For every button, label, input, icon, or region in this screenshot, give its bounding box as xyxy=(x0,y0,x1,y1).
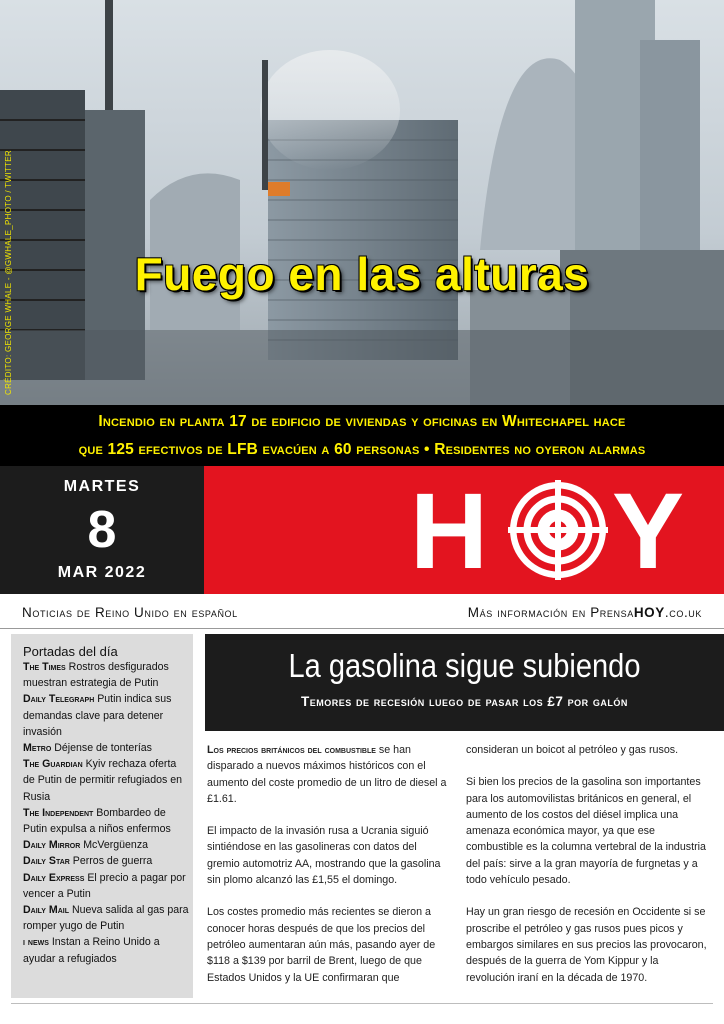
story-lead-rest: se han disparado a nuevos máximos históricos con el aumento del coste promedio de un litro de diesel a £1.61. xyxy=(207,744,447,805)
sidebar-title: Portadas del día xyxy=(23,644,118,659)
month-year: MAR 2022 xyxy=(57,564,147,581)
front-page-text: McVergüenza xyxy=(80,839,149,852)
story-paragraph: El impacto de la invasión rusa a Ucrania siguió sintiéndose en las gasolineras con datos del gremio automotriz AA, mostrando que la gasolina sin plomo alcanzó las £1,55 el domingo. xyxy=(207,825,441,887)
story-paragraph xyxy=(207,742,450,807)
front-page-text: Rostros desfigurados muestran estrategia de Putin xyxy=(23,661,169,690)
tagline-left: Noticias de Reino Unido en español xyxy=(22,605,238,620)
subhead-line-2: que 125 efectivos de LFB evacúen a 60 personas • Residentes no oyeron alarmas xyxy=(78,441,646,458)
front-page-item xyxy=(11,756,193,805)
story-paragraph: Si bien los precios de la gasolina son importantes para los automovilistas británicos en general, el aumento de los costos del diésel implica una amenaza económica mayor, ya que ese combustible es la columna vertebral de la industria del país: sirve a la gran mayoría de furgnetas y a todo vehículo pesado. xyxy=(466,776,706,887)
story-paragraph: consideran un boicot al petróleo y gas rusos. xyxy=(466,744,679,756)
front-page-item xyxy=(11,740,193,756)
story-paragraph: Los costes promedio más recientes se dieron a conocer horas después de que los precios del petróleo aumentaran aún más, pasando ayer de $118 a $139 por barril de Brent, luego de que Estados Unidos y la UE confirmaran que xyxy=(207,906,436,984)
paper-name: The Times xyxy=(23,661,66,673)
paper-name: Daily Express xyxy=(23,871,85,884)
logo-letter-y: Y xyxy=(612,470,685,591)
subhead-line-1: Incendio en planta 17 de edificio de viviendas y oficinas en Whitechapel hace xyxy=(98,413,626,430)
front-page-text: Bombardeo de Putin expulsa a niños enfermos xyxy=(23,806,171,836)
hero-photo xyxy=(0,0,724,466)
front-page-item xyxy=(11,659,193,691)
tagline-right-suffix: .co.uk xyxy=(664,605,702,620)
paper-name: Daily Star xyxy=(23,855,70,868)
skyline-illustration xyxy=(0,0,724,466)
tagline-right-prefix: Más información en Prensa xyxy=(467,605,634,620)
issue-date xyxy=(0,466,204,594)
headline-subhead xyxy=(0,405,724,466)
story-column-2 xyxy=(466,742,709,1002)
front-page-text: Nueva salida al gas para romper yugo de Putin xyxy=(23,904,189,933)
tagline-bar xyxy=(0,598,724,629)
day-number: 8 xyxy=(87,501,117,559)
target-icon xyxy=(508,480,608,580)
front-page-item xyxy=(11,870,193,902)
paper-name: i news xyxy=(23,936,49,949)
story-title: La gasolina sigue subiendo xyxy=(288,647,641,684)
front-page-text: Déjense de tonterías xyxy=(51,742,152,755)
logo-letter-h: H xyxy=(410,470,488,591)
front-page-item xyxy=(11,837,193,853)
front-page-item xyxy=(11,805,193,837)
hoy-logo xyxy=(204,466,724,594)
main-headline: Fuego en las alturas xyxy=(134,248,590,300)
footer-divider xyxy=(11,1003,713,1004)
front-page-text: Kyiv rechaza oferta de Putin de permitir refugiados en Rusia xyxy=(23,758,182,803)
story-column-1 xyxy=(207,742,450,1002)
photo-credit: CRÉDITO: GEORGE WHALE - @GWHALE_PHOTO / TWITTER xyxy=(4,150,13,395)
front-page-text: El precio a pagar por vencer a Putin xyxy=(23,871,186,900)
front-page-item xyxy=(11,902,193,934)
front-page-item xyxy=(11,934,193,966)
story-header xyxy=(205,634,724,731)
paper-name: The Guardian xyxy=(23,758,83,771)
front-page-item xyxy=(11,853,193,869)
tagline-brand: HOY xyxy=(633,605,665,620)
front-page-text: Putin indica sus demandas clave para detener invasión xyxy=(23,693,172,738)
paper-name: Metro xyxy=(23,742,52,755)
front-pages-sidebar xyxy=(11,634,193,998)
paper-name: The Independent xyxy=(23,806,94,819)
paper-name: Daily Telegraph xyxy=(23,693,95,706)
weekday: MARTES xyxy=(63,478,141,495)
tagline-right xyxy=(468,605,702,620)
paper-name: Daily Mail xyxy=(23,904,69,917)
story-lead: Los precios británicos del combustible xyxy=(207,744,376,756)
story-paragraph: Hay un gran riesgo de recesión en Occidente si se proscribe el petróleo y gas rusos pues picos y embargos similares en sus precios las provocaron, después de la guerra de Yom Kippur y la revolución iraní en la década de 1970. xyxy=(466,906,707,984)
story-subtitle: Temores de recesión luego de pasar los £7 por galón xyxy=(301,694,628,709)
front-page-item xyxy=(11,691,193,740)
front-page-text: Instan a Reino Unido a ayudar a refugiados xyxy=(23,936,160,965)
paper-name: Daily Mirror xyxy=(23,839,81,852)
front-page-text: Perros de guerra xyxy=(69,855,153,868)
